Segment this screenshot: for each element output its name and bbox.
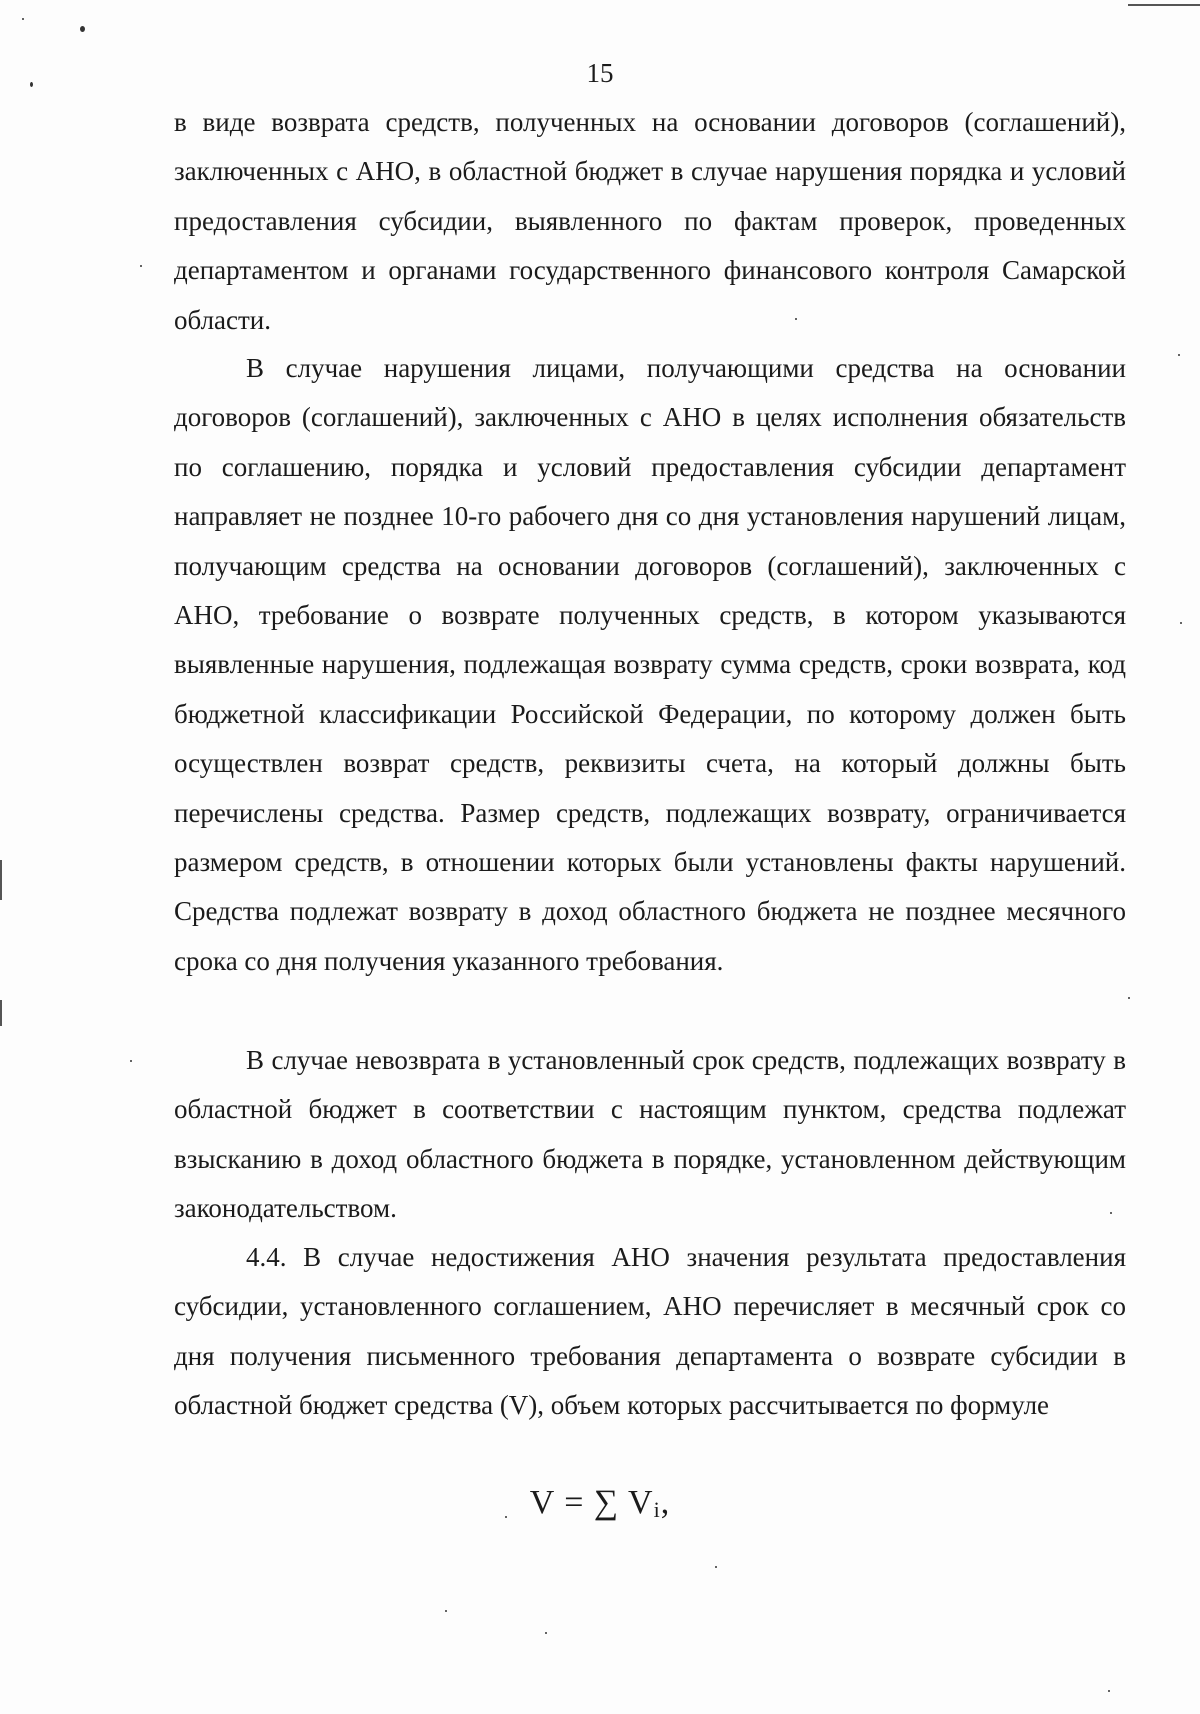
scan-speck bbox=[80, 26, 85, 32]
page-number: 15 bbox=[586, 58, 614, 88]
scan-speck bbox=[140, 265, 142, 267]
scan-speck bbox=[795, 318, 797, 320]
formula-subscript: i bbox=[653, 1497, 661, 1522]
scan-speck bbox=[505, 1516, 507, 1518]
scan-speck bbox=[130, 1060, 132, 1062]
scan-speck bbox=[1108, 1690, 1110, 1692]
formula-trailing: , bbox=[660, 1484, 671, 1521]
scan-edge-mark bbox=[0, 860, 2, 900]
scan-speck bbox=[715, 1566, 717, 1568]
scan-speck bbox=[1128, 997, 1130, 999]
formula-main: V = ∑ V bbox=[529, 1484, 654, 1521]
scan-speck bbox=[30, 82, 33, 87]
scan-speck bbox=[1178, 354, 1180, 356]
scan-edge-mark bbox=[0, 1000, 2, 1026]
formula bbox=[0, 1484, 1200, 1523]
scan-speck bbox=[545, 1632, 547, 1634]
scan-speck bbox=[1180, 622, 1182, 624]
scan-speck bbox=[445, 1610, 447, 1612]
scan-speck bbox=[22, 18, 24, 20]
paragraph-non-return: В случае невозврата в установленный срок средств, подлежащих возврату в областной бюджет в соответствии с настоящим пунктом, средства подлежат взысканию в доход областного бюджета в порядке, установленном действующим законодательством. bbox=[174, 1045, 1126, 1224]
paragraph-continuation: в виде возврата средств, полученных на основании договоров (соглашений), заключенных с АНО, в областной бюджет в случае нарушения порядка и условий предоставления субсидии, выявленного по фактам проверок, проведенных департаментом и органами государственного финансового контроля Самарской области. bbox=[174, 107, 1126, 335]
scan-speck bbox=[1110, 1212, 1112, 1214]
scan-edge-mark bbox=[1128, 4, 1200, 6]
paragraph-violation-refund: В случае нарушения лицами, получающими средства на основании договоров (соглашений), заключенных с АНО в целях исполнения обязательств по соглашению, порядка и условий предоставления субсидии департамент направляет не позднее 10-го рабочего дня со дня установления нарушений лицам, получающим средства на основании договоров (соглашений), заключенных с АНО, требование о возврате полученных средств, в котором указываются выявленные нарушения, подлежащая возврату сумма средств, сроки возврата, код бюджетной классификации Российской Федерации, по которому должен быть осуществлен возврат средств, реквизиты счета, на который должны быть перечислены средства. Размер средств, подлежащих возврату, ограничивается размером средств, в отношении которых были установлены факты нарушений. Средства подлежат возврату в доход областного бюджета не позднее месячного срока со дня получения указанного требования. bbox=[174, 353, 1126, 976]
paragraph-4-4: 4.4. В случае недостижения АНО значения результата предоставления субсидии, установленного соглашением, АНО перечисляет в месячный срок со дня получения письменного требования департамента о возврате субсидии в областной бюджет средства (V), объем которых рассчитывается по формуле bbox=[174, 1242, 1126, 1421]
